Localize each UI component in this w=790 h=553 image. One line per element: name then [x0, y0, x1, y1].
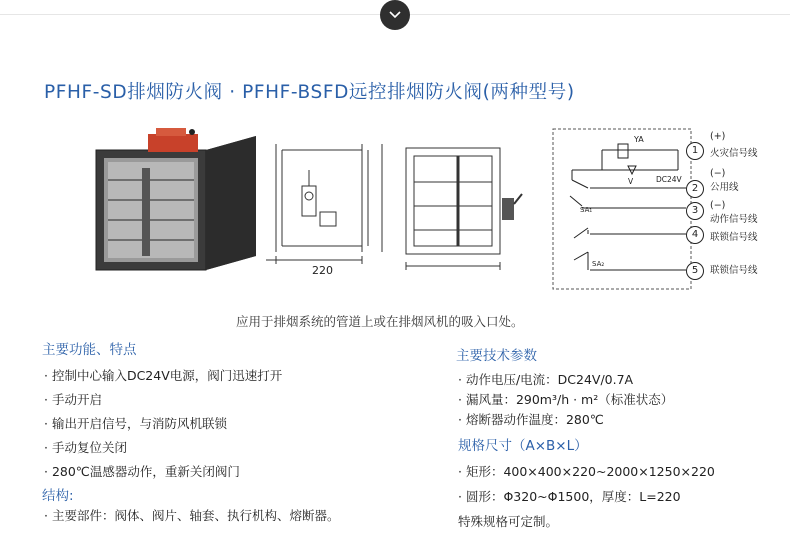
terminal-1-sign: (+) [710, 131, 726, 142]
structure-heading: 结构: [42, 488, 74, 504]
scroll-down-button[interactable] [380, 0, 410, 30]
ya-label: YA [634, 135, 644, 144]
application-caption: 应用于排烟系统的管道上或在排烟风机的吸入口处。 [236, 314, 524, 329]
terminal-2: 2 [686, 180, 704, 198]
structure-item: · 主要部件：阀体、阀片、轴套、执行机构、熔断器。 [44, 508, 340, 523]
wiring-diagram [552, 128, 757, 290]
terminal-2-sign: (−) [710, 168, 726, 179]
terminal-3-sign: (−) [710, 200, 726, 211]
terminal-5-label: 联锁信号线 [710, 265, 758, 276]
spec-item: · 矩形：400×400×220~2000×1250×220 [458, 464, 715, 479]
sa2-label: SA₂ [592, 260, 605, 268]
sa1-label: SA₁ [580, 206, 593, 214]
spec-heading: 规格尺寸（A×B×L） [458, 438, 588, 454]
page-title: PFHF-SD排烟防火阀 · PFHF-BSFD远控排烟防火阀(两种型号) [44, 82, 575, 103]
features-heading: 主要功能、特点 [42, 342, 137, 358]
feature-item: · 280℃温感器动作，重新关闭阀门 [44, 464, 240, 479]
terminal-3: 3 [686, 202, 704, 220]
terminal-1: 1 [686, 142, 704, 160]
feature-item: · 手动开启 [44, 392, 102, 407]
feature-item: · 控制中心输入DC24V电源，阀门迅速打开 [44, 368, 283, 383]
spec-item: 特殊规格可定制。 [458, 514, 559, 529]
spec-item: · 圆形：Φ320~Φ1500，厚度：L=220 [458, 489, 681, 504]
tech-heading: 主要技术参数 [456, 348, 537, 364]
terminal-5: 5 [686, 262, 704, 280]
terminal-2-label: 公用线 [710, 182, 739, 193]
feature-item: · 手动复位关闭 [44, 440, 127, 455]
v-label: V [628, 177, 634, 186]
front-view-drawing [404, 144, 526, 284]
dc24v-label: DC24V [656, 175, 682, 184]
terminal-1-label: 火灾信号线 [710, 148, 758, 159]
side-view-drawing [262, 140, 400, 280]
tech-item: · 动作电压/电流：DC24V/0.7A [458, 372, 634, 387]
feature-item: · 输出开启信号，与消防风机联锁 [44, 416, 227, 431]
terminal-4: 4 [686, 226, 704, 244]
tech-item: · 熔断器动作温度：280℃ [458, 412, 604, 427]
terminal-3-label: 动作信号线 [710, 214, 758, 225]
product-photo [92, 128, 260, 274]
chevron-down-icon [389, 11, 401, 19]
terminal-4-label: 联锁信号线 [710, 232, 758, 243]
tech-item: · 漏风量：290m³/h · m²（标准状态） [458, 392, 674, 407]
dim-220-label: 220 [312, 264, 333, 277]
